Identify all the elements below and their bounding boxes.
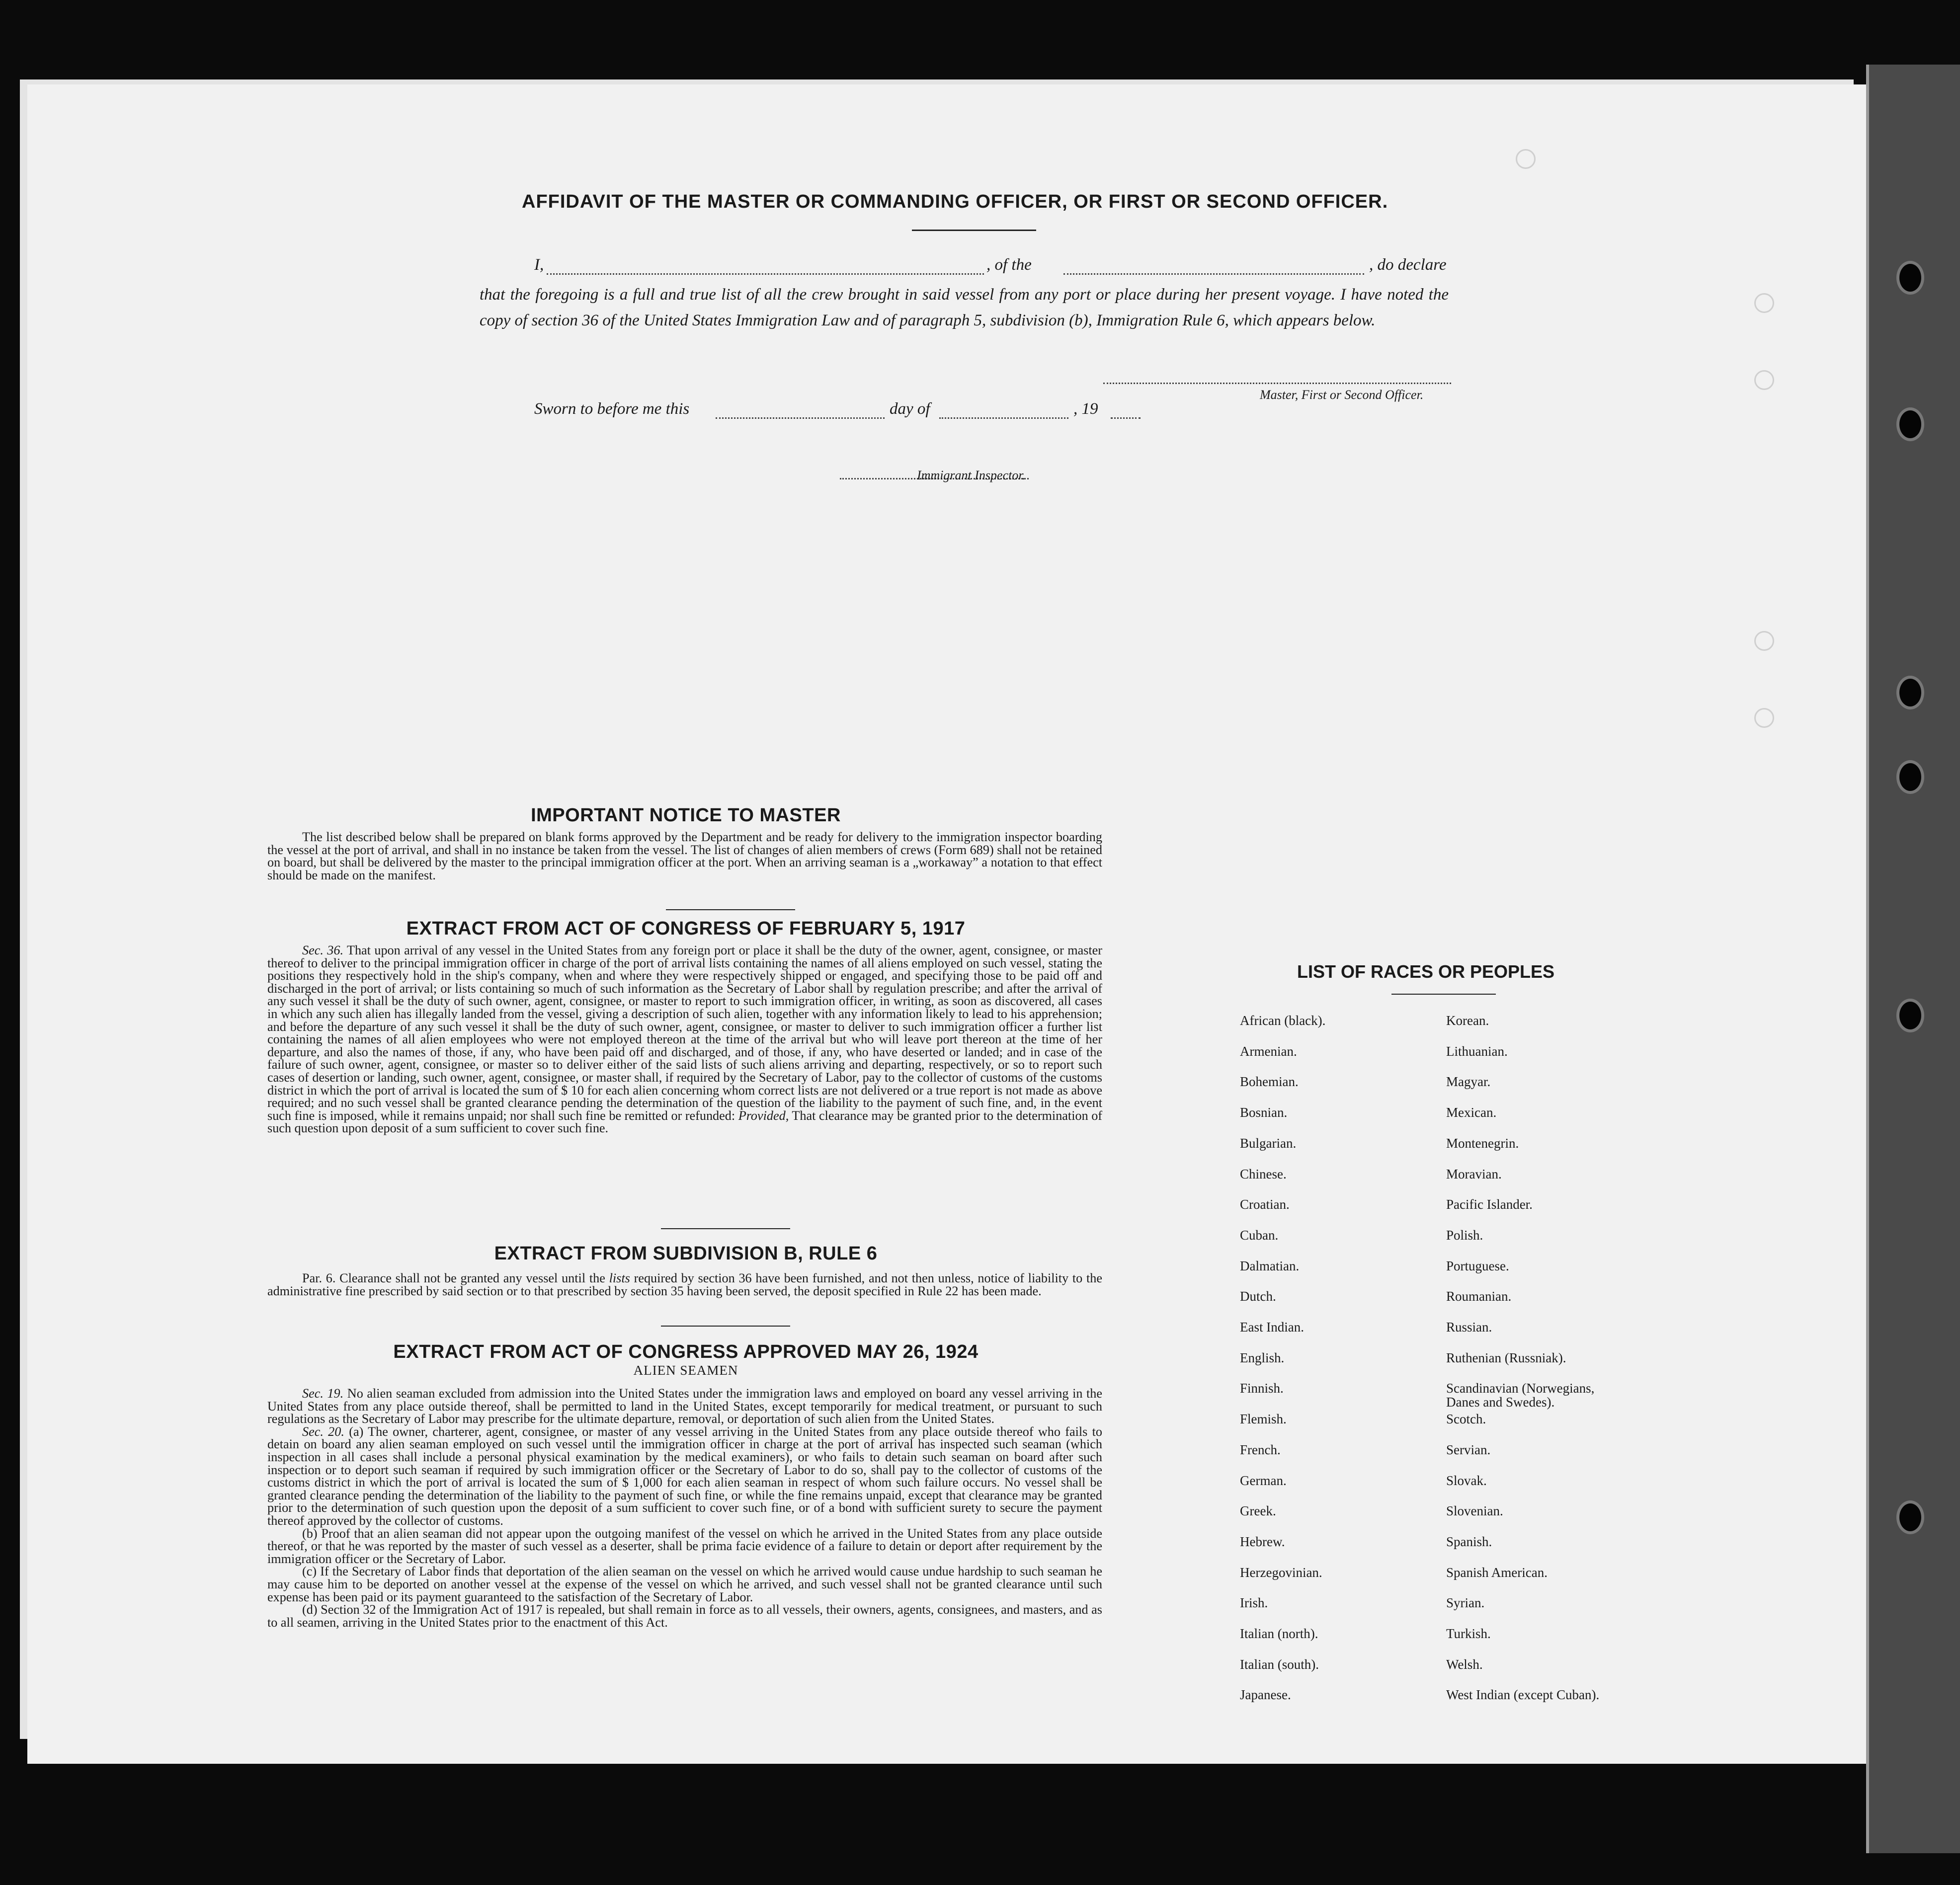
master-signature-label: Master, First or Second Officer. <box>1260 388 1424 402</box>
provided-label: Provided, <box>738 1108 789 1123</box>
sec-20d: (d) Section 32 of the Immigration Act of 1917 is repealed, but shall remain in force as to all vessels, their owners, agents, consignees, and masters, and as to all seamen, arriving in the United States prior to the enactment of this Act. <box>267 1602 1102 1630</box>
sworn-month-blank[interactable] <box>939 416 1068 419</box>
race-item: Japanese. <box>1240 1687 1291 1703</box>
race-item: Croatian. <box>1240 1197 1290 1212</box>
race-item: Mexican. <box>1446 1105 1497 1120</box>
binding-strip <box>1866 65 1960 1853</box>
rule-6-text <box>267 1272 1102 1297</box>
race-item: Roumanian. <box>1446 1289 1512 1304</box>
rule-6-title: EXTRACT FROM SUBDIVISION B, RULE 6 <box>494 1243 878 1264</box>
sec-19-text: No alien seaman excluded from admission into the United States under the immigration laws and employed on board any vessel arriving in the United States from any place outside thereof, shall be permitted to land in the United States, except temporarily for medical treatment, or pursuant to such regulations as the Secretary of Labor may prescribe for the ultimate departure, removal, or deportation of such alien from the United States. <box>267 1386 1103 1426</box>
race-item: Lithuanian. <box>1446 1043 1508 1059</box>
divider <box>666 909 795 910</box>
affidavit-declare: , do declare <box>1369 256 1447 274</box>
race-item: Hebrew. <box>1240 1534 1285 1549</box>
sec-20a <box>267 1425 1102 1527</box>
divider <box>1391 994 1496 995</box>
divider <box>912 230 1036 231</box>
race-item: Portuguese. <box>1446 1258 1509 1273</box>
race-item: Magyar. <box>1446 1074 1491 1090</box>
race-item: Moravian. <box>1446 1166 1502 1181</box>
race-item: Montenegrin. <box>1446 1135 1519 1151</box>
binding-hole <box>1896 676 1924 709</box>
sec-36-text: That upon arrival of any vessel in the United States from any foreign port or place it shall be the duty of the owner, agent, consignee, or master thereof to deliver to the principal immigration officer in charge of the port of arrival lists containing the names of all aliens employed on such vessel, stating the positions they respectively hold in the ship's company, when and where they were respectively shipped or engaged, and specifying those to be paid off and discharged in the port of arrival; or lists containing so much of such information as the Secretary of Labor shall by regulation prescribe; and after the arrival of any such vessel it shall be the duty of such owner, agent, consignee, or master to report to such immigration officer, in writing, as soon as discovered, all cases in which any such alien has illegally landed from the vessel, giving a description of such alien, together with any information likely to lead to his apprehension; and before the departure of any such vessel it shall be the duty of such owner, agent, consignee, or master to deliver to such immigration officer a further list containing the names of all alien employees who were not employed thereon at the time of the arrival but who will leave port thereon at the time of her departure, and also the names of those, if any, who have been paid off and discharged, and of those, if any, who have deserted or landed; and in case of the failure of such owner, agent, consignee, or master so to deliver either of the said lists of such aliens arriving and departing, respectively, or so to report such cases of desertion or landing, such owner, agent, consignee, or master shall, if required by the Secretary of Labor, pay to the collector of customs of the customs district in which the port of arrival is located the sum of $ 10 for each alien concerning whom correct lists are not delivered or a true report is not made as above required; and no such vessel shall be granted clearance pending the determination of the question of the liability to the payment of such fine, and, in the event such fine is imposed, while it remains unpaid; nor shall such fine be remitted or refunded: <box>267 943 1103 1123</box>
officer-name-blank[interactable] <box>547 272 984 275</box>
vessel-blank[interactable] <box>1063 272 1364 275</box>
sec-20a-text: (a) The owner, charterer, agent, consignee, or master of any vessel arriving in the United States from any place outside thereof who fails to detain on board any alien seaman employed on such vessel until the immigration officer in charge at the port of arrival has inspected such seaman (which inspection in all cases shall include a personal physical examination by the medical examiners), or who fails to detain such seaman on board after such inspection or to deport such seaman if required by such immigration officer or the Secretary of Labor to do so, shall pay to the collector of customs of the customs district in which the port of arrival is located the sum of $ 1,000 for each alien seaman in respect of whom such failure occurs. No vessel shall be granted clearance pending the determination of the liability to the payment of such fine, or while the fine remains unpaid, except that clearance may be granted prior to the determination of such question upon the deposit of a sum sufficient to cover such fine, or of a bond with sufficient surety to secure the payment thereof approved by the collector of customs. <box>267 1424 1103 1528</box>
race-item: Korean. <box>1446 1013 1489 1028</box>
rule-6-text-a: Par. 6. Clearance shall not be granted any vessel until the <box>302 1271 605 1285</box>
sworn-text: Sworn to before me this <box>534 400 690 418</box>
extract-1917-title: EXTRACT FROM ACT OF CONGRESS OF FEBRUARY 5, 1917 <box>406 918 966 939</box>
sworn-day-blank[interactable] <box>716 416 885 419</box>
sec-19-label: Sec. 19. <box>302 1386 344 1401</box>
binding-hole <box>1896 261 1924 295</box>
extract-1917-text <box>267 944 1102 1135</box>
race-item: Spanish. <box>1446 1534 1492 1549</box>
races-title: LIST OF RACES OR PEOPLES <box>1297 961 1555 982</box>
race-item: Slovenian. <box>1446 1503 1503 1519</box>
race-item: Dutch. <box>1240 1289 1276 1304</box>
race-item: French. <box>1240 1442 1281 1457</box>
race-item: Welsh. <box>1446 1656 1483 1672</box>
race-item: German. <box>1240 1473 1287 1488</box>
race-item: Italian (south). <box>1240 1656 1319 1672</box>
divider <box>661 1228 790 1229</box>
race-item: West Indian (except Cuban). <box>1446 1687 1600 1703</box>
race-item: Turkish. <box>1446 1626 1491 1641</box>
race-item: Italian (north). <box>1240 1626 1318 1641</box>
affidavit-of-the: , of the <box>986 256 1032 274</box>
race-item: Russian. <box>1446 1320 1492 1335</box>
sworn-year-blank[interactable] <box>1111 416 1141 419</box>
punch-mark <box>1754 293 1774 313</box>
race-item: Bosnian. <box>1240 1105 1288 1120</box>
alien-seamen-subtitle: ALIEN SEAMEN <box>633 1363 738 1378</box>
race-item: African (black). <box>1240 1013 1326 1028</box>
race-item: Finnish. <box>1240 1381 1284 1396</box>
race-item: Ruthenian (Russniak). <box>1446 1350 1566 1365</box>
divider <box>661 1326 790 1327</box>
sec-19 <box>267 1387 1102 1425</box>
affidavit-title: AFFIDAVIT OF THE MASTER OR COMMANDING OFFICER, OR FIRST OR SECOND OFFICER. <box>522 191 1388 212</box>
race-item: Armenian. <box>1240 1043 1297 1059</box>
race-item: English. <box>1240 1350 1285 1365</box>
sworn-day-of: day of <box>890 400 930 418</box>
race-item: Bohemian. <box>1240 1074 1299 1090</box>
race-item: Chinese. <box>1240 1166 1287 1181</box>
race-item: Bulgarian. <box>1240 1135 1297 1151</box>
notice-text: The list described below shall be prepared on blank forms approved by the Department and be ready for delivery to the immigration inspector boarding the vessel at the port of arrival, and shall in no instance be taken from the vessel. The list of changes of alien members of crews (Form 689) shall not be retained on board, but shall be delivered by the master to the principal immigration officer at the port. When an arriving seaman is a „workaway” a notation to that effect should be made on the manifest. <box>267 830 1102 882</box>
affidavit-body: that the foregoing is a full and true list of all the crew brought in said vessel from any port or place during her present voyage. I have noted the copy of section 36 of the United States Immigration Law and of paragraph 5, subdivision (b), Immigration Rule 6, which appears below. <box>480 286 1449 329</box>
punch-mark <box>1754 708 1774 728</box>
binding-hole <box>1896 999 1924 1032</box>
race-item: Spanish American. <box>1446 1565 1548 1580</box>
race-item: Irish. <box>1240 1595 1268 1611</box>
race-item: Scotch. <box>1446 1412 1486 1427</box>
race-item: East Indian. <box>1240 1320 1304 1335</box>
race-item: Polish. <box>1446 1227 1483 1243</box>
punch-mark <box>1516 149 1536 169</box>
binding-hole <box>1896 1500 1924 1534</box>
sec-20-label: Sec. 20. <box>302 1424 344 1439</box>
extract-1924-title: EXTRACT FROM ACT OF CONGRESS APPROVED MAY 26, 1924 <box>393 1341 979 1362</box>
rule-6-text-b: required by section 36 have been furnished, and not then unless, notice of liability to the administrative fine prescribed by said section or to that prescribed by section 35 having been served, the deposit specified in Rule 22 has been made. <box>267 1271 1103 1298</box>
punch-mark <box>1754 370 1774 390</box>
master-signature-line[interactable] <box>1103 382 1451 384</box>
punch-mark <box>1754 631 1774 651</box>
sec-20c: (c) If the Secretary of Labor finds that deportation of the alien seaman on the vessel on which he arrived would cause undue hardship to such seaman he may cause him to be deported on another vessel at the expense of the vessel on which he arrived, and such vessel shall not be granted clearance until such expense has been paid or its payment guaranteed to the satisfaction of the Secretary of Labor. <box>267 1564 1102 1604</box>
sec-36-tail: That clearance may be granted prior to the determination of such question upon deposit of a sum sufficient to cover such fine. <box>267 1108 1103 1136</box>
race-item: Scandinavian (Norwegians, Danes and Swedes). <box>1446 1381 1595 1410</box>
notice-title: IMPORTANT NOTICE TO MASTER <box>531 805 841 826</box>
rule-6-lists: lists <box>609 1271 630 1285</box>
race-item: Herzegovinian. <box>1240 1565 1322 1580</box>
sec-20b: (b) Proof that an alien seaman did not appear upon the outgoing manifest of the vessel on which he arrived in the United States from any place outside thereof, or that he was reported by the master of such vessel as a deserter, shall be prima facie evidence of a failure to detain or deport after requirement by the immigration officer or the Secretary of Labor. <box>267 1526 1102 1566</box>
race-item: Syrian. <box>1446 1595 1485 1611</box>
binding-hole <box>1896 407 1924 441</box>
extract-1924-text <box>267 1387 1102 1629</box>
race-item: Cuban. <box>1240 1227 1279 1243</box>
binding-hole <box>1896 760 1924 794</box>
inspector-label: Immigrant Inspector. <box>917 468 1026 482</box>
sworn-year: , 19 <box>1073 400 1098 418</box>
race-item: Pacific Islander. <box>1446 1197 1533 1212</box>
affidavit-i: I, <box>534 256 544 274</box>
race-item: Flemish. <box>1240 1412 1287 1427</box>
sec-36-label: Sec. 36. <box>302 943 344 957</box>
race-item: Slovak. <box>1446 1473 1487 1488</box>
race-item: Greek. <box>1240 1503 1276 1519</box>
race-item: Servian. <box>1446 1442 1491 1457</box>
race-item: Dalmatian. <box>1240 1258 1300 1273</box>
